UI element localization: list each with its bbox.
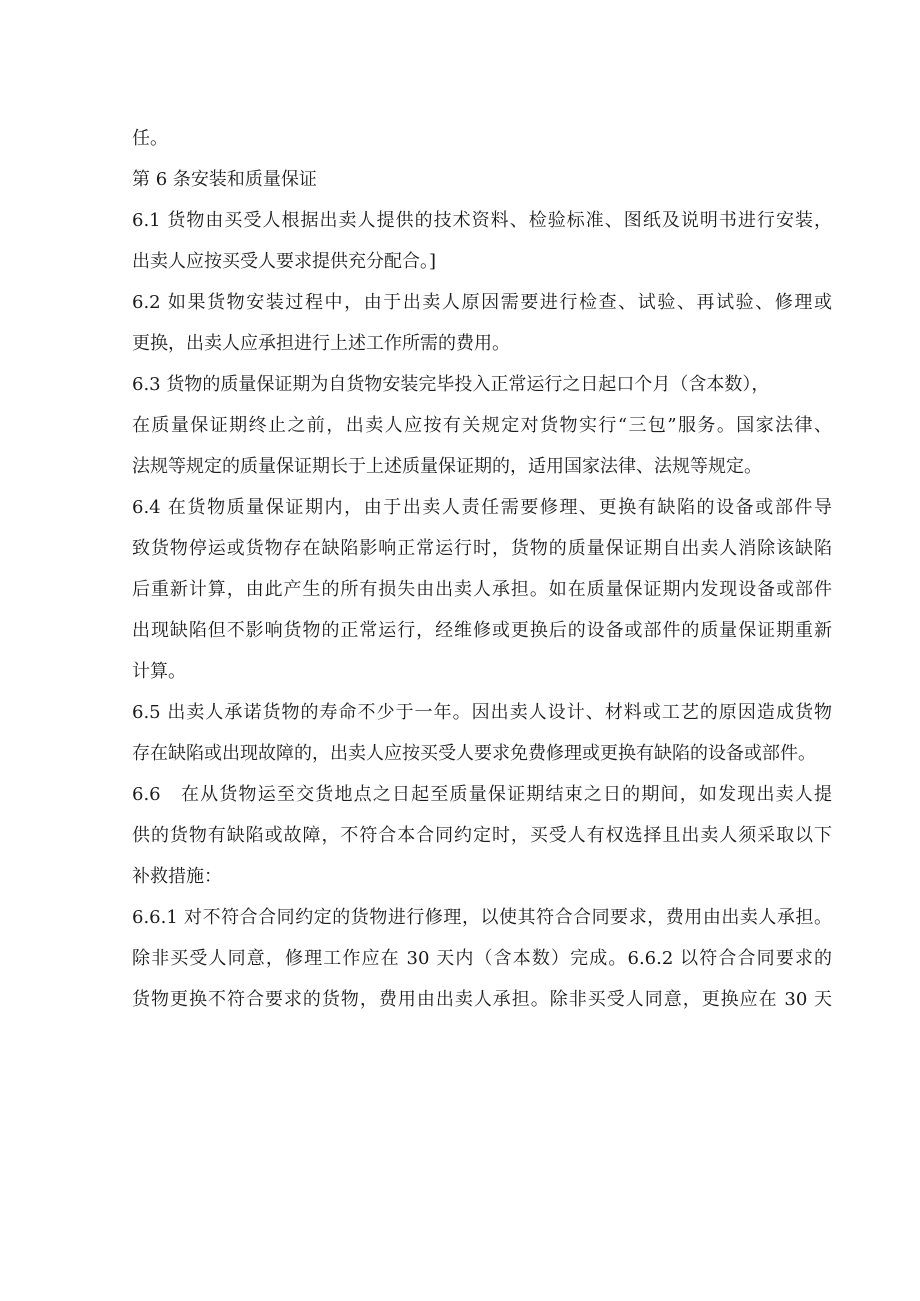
text-line: 出现缺陷但不影响货物的正常运行，经维修或更换后的设备或部件的质量保证期重新: [132, 620, 832, 641]
text-line: 法规等规定的质量保证期长于上述质量保证期的，适用国家法律、法规等规定。: [132, 456, 762, 477]
text-line: 存在缺陷或出现故障的，出卖人应按买受人要求免费修理或更换有缺陷的设备或部件。: [132, 743, 816, 764]
text-line: 计算。: [132, 661, 186, 682]
text-line: 供的货物有缺陷或故障，不符合本合同约定时，买受人有权选择且出卖人须采取以下: [132, 825, 832, 846]
text-line: 补救措施：: [132, 866, 222, 887]
text-line: 致货物停运或货物存在缺陷影响正常运行时，货物的质量保证期自出卖人消除该缺陷: [132, 538, 832, 559]
text-line: 第 6 条安装和质量保证: [132, 169, 317, 190]
text-line: 6.4 在货物质量保证期内，由于出卖人责任需要修理、更换有缺陷的设备或部件导: [132, 497, 832, 518]
text-line: 后重新计算，由此产生的所有损失由出卖人承担。如在质量保证期内发现设备或部件: [132, 579, 832, 600]
text-line: 6.6 在从货物运至交货地点之日起至质量保证期结束之日的期间，如发现出卖人提: [132, 784, 832, 805]
text-line: 除非买受人同意，修理工作应在 30 天内（含本数）完成。6.6.2 以符合合同要求的: [132, 948, 832, 969]
document-body: [132, 118, 832, 1020]
text-line: 更换，出卖人应承担进行上述工作所需的费用。: [132, 333, 510, 354]
text-line: 任。: [132, 128, 168, 149]
text-line: 在质量保证期终止之前，出卖人应按有关规定对货物实行“三包”服务。国家法律、: [132, 415, 832, 436]
text-line: 6.3 货物的质量保证期为自货物安装完毕投入正常运行之日起口个月（含本数），: [132, 374, 770, 395]
text-line: 6.1 货物由买受人根据出卖人提供的技术资料、检验标准、图纸及说明书进行安装，: [132, 210, 832, 231]
text-line: 出卖人应按买受人要求提供充分配合。]: [132, 251, 437, 272]
text-line: 6.5 出卖人承诺货物的寿命不少于一年。因出卖人设计、材料或工艺的原因造成货物: [132, 702, 832, 723]
text-line: 6.6.1 对不符合合同约定的货物进行修理，以使其符合合同要求，费用由出卖人承担。: [132, 907, 832, 928]
text-line: 6.2 如果货物安装过程中，由于出卖人原因需要进行检查、试验、再试验、修理或: [132, 292, 832, 313]
text-line: 货物更换不符合要求的货物，费用由出卖人承担。除非买受人同意，更换应在 30 天: [132, 989, 832, 1010]
